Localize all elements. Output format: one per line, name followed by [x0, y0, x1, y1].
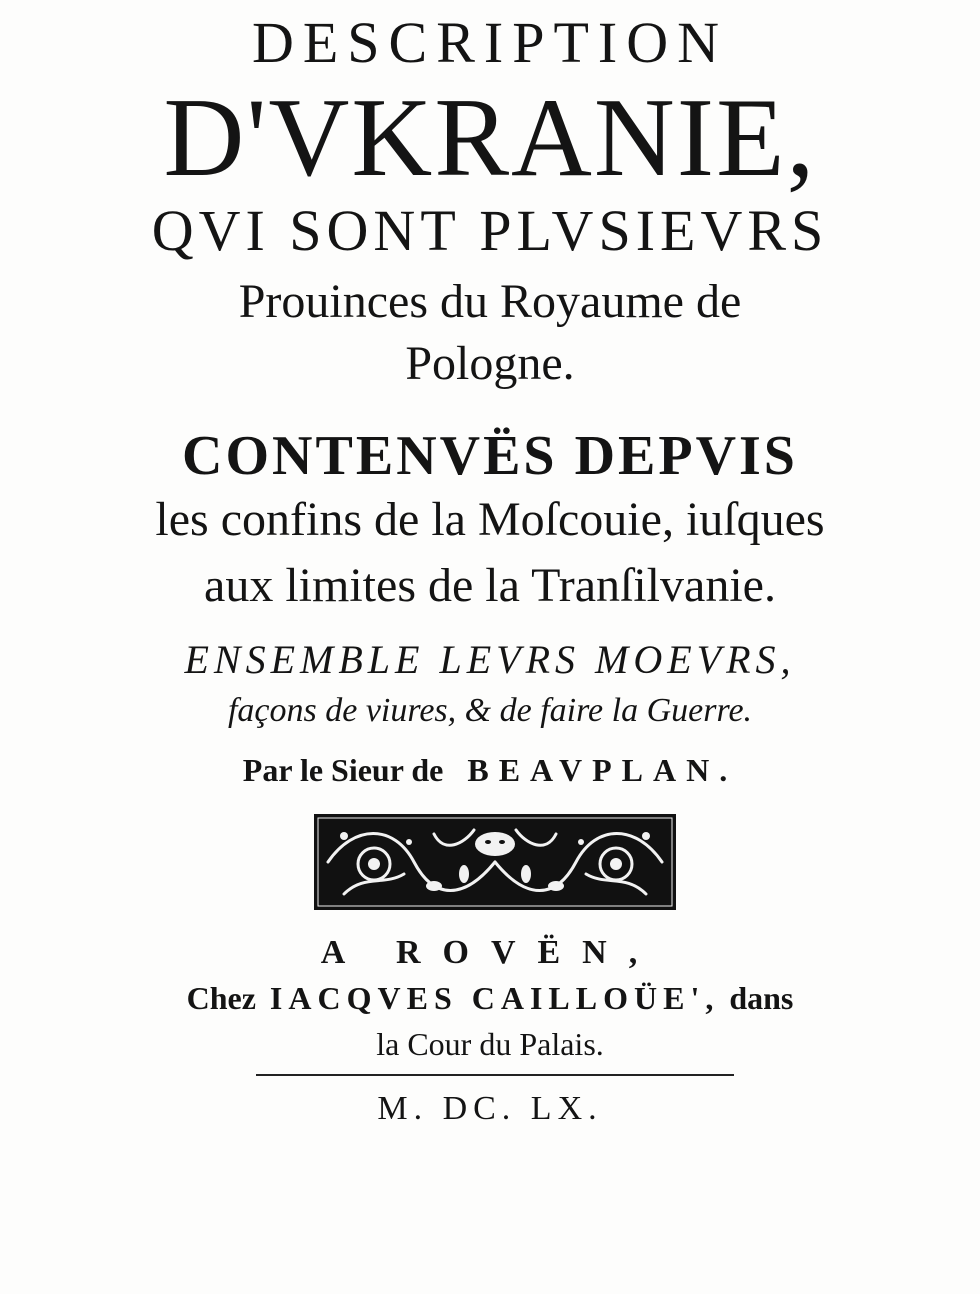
subtitle-line-2: Prouinces du Royaume de	[238, 275, 742, 328]
subtitle-line-3: Pologne.	[405, 337, 575, 390]
author-name: BEAVPLAN.	[467, 752, 738, 788]
imprint-year: M. DC. LX.	[377, 1090, 603, 1127]
title-line-description: DESCRIPTION	[251, 10, 729, 75]
printer-name: IACQVES CAILLOÜE',	[269, 980, 720, 1016]
imprint-address: la Cour du Palais.	[376, 1026, 604, 1062]
title-line-ukraine: D'VKRANIE,	[163, 76, 817, 200]
subtitle-line-1: QVI SONT PLVSIEVRS	[151, 198, 829, 263]
subtitle-line-8: façons de viures, & de faire la Guerre.	[227, 692, 753, 729]
floral-ornament-icon	[314, 814, 676, 910]
imprint-place: A ROVËN,	[320, 934, 660, 971]
imprint-printer	[0, 982, 980, 1014]
author-prefix: Par le Sieur de	[242, 752, 444, 788]
subtitle-line-7: ENSEMBLE LEVRS MOEVRS,	[184, 637, 796, 682]
printer-suffix: dans	[729, 980, 794, 1016]
subtitle-line-4: CONTENVËS DEPVIS	[182, 425, 798, 487]
subtitle-line-6: aux limites de la Tranſilvanie.	[204, 559, 776, 612]
subtitle-line-5: les confins de la Moſcouie, iuſques	[155, 493, 825, 546]
author-line	[0, 754, 980, 786]
printer-prefix: Chez	[186, 980, 256, 1016]
horizontal-rule	[256, 1074, 734, 1076]
